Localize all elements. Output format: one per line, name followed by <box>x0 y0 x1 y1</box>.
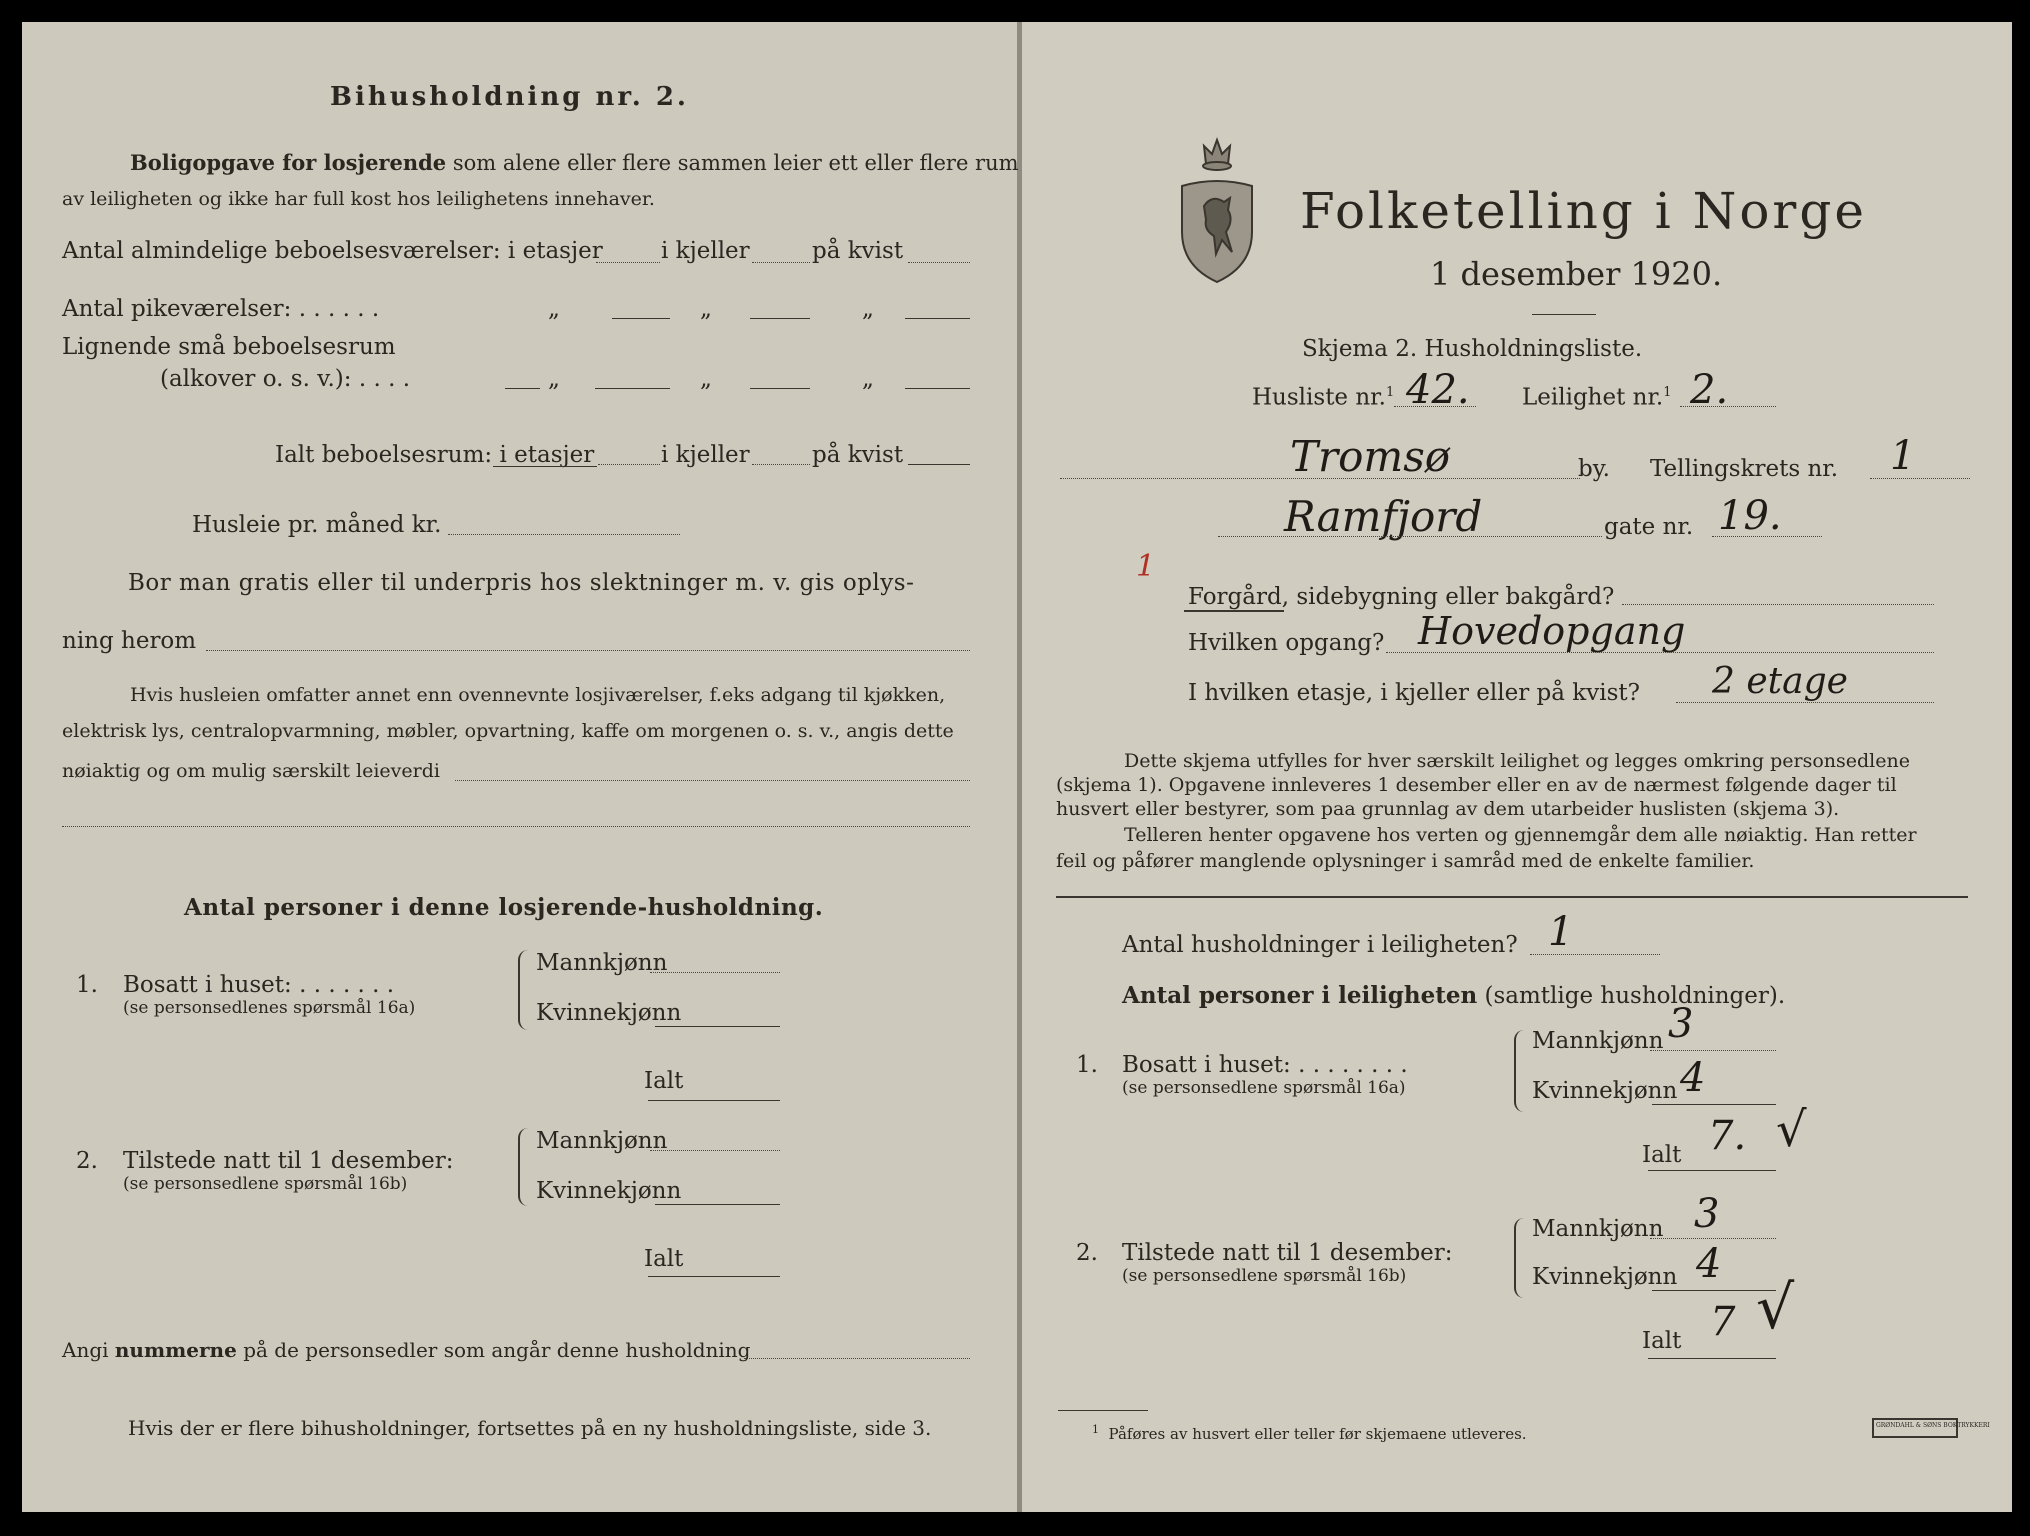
small-rooms-label-2: (alkover o. s. v.): . . . . <box>160 366 411 392</box>
opgang-label: Hvilken opgang? <box>1188 630 1385 656</box>
rooms-kjeller-label: i kjeller <box>661 238 750 264</box>
small-rooms-label-1: Lignende små beboelsesrum <box>62 334 396 360</box>
right-q1-mann-value: 3 <box>1668 1001 1694 1047</box>
gate-value: 19. <box>1718 493 1782 539</box>
right-q1-mann-field[interactable] <box>1650 1050 1776 1051</box>
angi-pre: Angi <box>62 1338 109 1362</box>
right-q1-ialt-label: Ialt <box>1642 1142 1682 1168</box>
gratis-line-2: ning herom <box>62 628 197 654</box>
husliste-label <box>1252 386 1394 410</box>
left-q1-kvinne-field[interactable] <box>655 1026 780 1027</box>
pike-field-2[interactable] <box>750 318 810 319</box>
etasje-field[interactable] <box>1676 702 1934 703</box>
gratis-field[interactable] <box>206 650 970 651</box>
krets-value: 1 <box>1890 433 1916 479</box>
pike-field-3[interactable] <box>905 318 970 319</box>
bihusholdning-title: Bihusholdning nr. 2. <box>330 82 689 112</box>
angi-line <box>62 1340 750 1360</box>
left-q1-brace <box>518 950 528 1030</box>
left-footer: Hvis der er flere bihusholdninger, fortsettes på en ny husholdningsliste, side 3. <box>128 1416 932 1440</box>
opgang-value: Hovedopgang <box>1418 609 1686 653</box>
gratis-line-1: Bor man gratis eller til underpris hos slektninger m. v. gis oplys- <box>128 570 915 596</box>
krets-field[interactable] <box>1870 478 1970 479</box>
left-q1-mann-label: Mannkjønn <box>536 950 668 976</box>
left-q2-brace <box>518 1128 528 1206</box>
right-q2-check: √ <box>1756 1273 1795 1343</box>
small-field-3[interactable] <box>905 388 970 389</box>
intro-line-2: av leiligheten og ikke har full kost hos leilighetens innehaver. <box>62 188 655 210</box>
ialt-etasjer-field[interactable] <box>598 464 660 465</box>
city-value: Tromsø <box>1290 432 1451 481</box>
footnote <box>1092 1424 1527 1442</box>
right-q2-ialt-field[interactable] <box>1648 1358 1776 1359</box>
norway-coat-of-arms-icon <box>1176 136 1258 284</box>
husliste-field[interactable] <box>1394 406 1476 407</box>
schema-label: Skjema 2. Husholdningsliste. <box>1302 336 1643 362</box>
small-ditto-2: „ <box>700 366 712 392</box>
city-field[interactable] <box>1060 478 1580 479</box>
angi-bold: nummerne <box>114 1338 237 1362</box>
left-q2-sub: (se personsedlene spørsmål 16b) <box>123 1174 408 1194</box>
hvis-line-3: nøiaktig og om mulig særskilt leieverdi <box>62 760 440 782</box>
hush-field[interactable] <box>1530 954 1660 955</box>
pike-ditto-2: „ <box>700 296 712 322</box>
right-q1-num: 1. <box>1076 1052 1098 1078</box>
small-ditto-3: „ <box>862 366 874 392</box>
left-q1-kvinne-label: Kvinnekjønn <box>536 1000 682 1026</box>
hvis-field-2[interactable] <box>62 826 970 827</box>
red-pencil-mark: 1 <box>1136 549 1156 584</box>
street-value: Ramfjord <box>1284 492 1483 541</box>
etasje-value: 2 etage <box>1712 661 1848 702</box>
info-line-2: (skjema 1). Opgavene innleveres 1 desember eller en av de nærmest følgende dager til <box>1056 774 1897 796</box>
right-q2-sub: (se personsedlene spørsmål 16b) <box>1122 1266 1407 1286</box>
left-q2-kvinne-label: Kvinnekjønn <box>536 1178 682 1204</box>
hush-label: Antal husholdninger i leiligheten? <box>1122 932 1518 958</box>
left-q2-kvinne-field[interactable] <box>655 1204 780 1205</box>
small-field-2[interactable] <box>750 388 810 389</box>
right-q2-kvinne-label: Kvinnekjønn <box>1532 1264 1678 1290</box>
info-line-5: feil og påfører manglende oplysninger i samråd med de enkelte familier. <box>1056 850 1755 872</box>
husliste-value: 42. <box>1406 367 1470 413</box>
leilighet-label <box>1522 386 1672 410</box>
etasje-label: I hvilken etasje, i kjeller eller på kvist? <box>1188 680 1640 706</box>
left-q1-label: Bosatt i huset: . . . . . . . <box>123 972 395 998</box>
ialt-kjeller-label: i kjeller <box>661 442 750 468</box>
ialt-rooms-label: Ialt beboelsesrum: i etasjer <box>275 442 595 468</box>
right-q1-check: √ <box>1776 1102 1807 1158</box>
right-q1-kvinne-value: 4 <box>1680 1055 1706 1101</box>
left-q2-mann-field[interactable] <box>650 1150 780 1151</box>
right-q2-brace <box>1514 1218 1524 1298</box>
right-q2-mann-field[interactable] <box>1650 1238 1776 1239</box>
printer-stamp <box>1872 1418 1990 1438</box>
hvis-line-1: Hvis husleien omfatter annet enn ovennevnte losjiværelser, f.eks adgang til kjøkken, <box>130 684 946 706</box>
left-q1-ialt-field[interactable] <box>648 1100 780 1101</box>
pike-field-1[interactable] <box>612 318 670 319</box>
left-persons-heading: Antal personer i denne losjerende-husholdning. <box>184 894 824 921</box>
left-q1-ialt-label: Ialt <box>644 1068 684 1094</box>
hvis-line-2: elektrisk lys, centralopvarmning, møbler, opvartning, kaffe om morgenen o. s. v., angis dette <box>62 720 954 742</box>
info-line-3: husvert eller bestyrer, som paa grunnlag av dem utarbeider huslisten (skjema 3). <box>1056 798 1840 820</box>
right-q1-kvinne-label: Kvinnekjønn <box>1532 1078 1678 1104</box>
right-q1-sub: (se personsedlene spørsmål 16a) <box>1122 1078 1406 1098</box>
hvis-field[interactable] <box>455 780 970 781</box>
ialt-rooms-underline <box>493 466 597 467</box>
info-line-4: Telleren henter opgavene hos verten og gjennemgår dem alle nøiaktig. Han retter <box>1124 824 1917 846</box>
rooms-kjeller-field[interactable] <box>752 262 810 263</box>
forgard-label: Forgård, sidebygning eller bakgård? <box>1188 584 1615 610</box>
ialt-kvist-field[interactable] <box>908 464 970 465</box>
left-q2-num: 2. <box>76 1148 98 1174</box>
footnote-rule <box>1058 1410 1148 1411</box>
intro-line-1 <box>130 152 1019 174</box>
rooms-etasjer-field[interactable] <box>596 262 660 263</box>
hush-value: 1 <box>1548 909 1574 955</box>
right-persons-bold: Antal personer i leiligheten <box>1122 982 1478 1009</box>
rooms-label: Antal almindelige beboelsesværelser: i etasjer <box>62 238 603 264</box>
rooms-kvist-field[interactable] <box>908 262 970 263</box>
footnote-sup: 1 <box>1092 1423 1099 1436</box>
right-q2-ialt-label: Ialt <box>1642 1328 1682 1354</box>
right-q2-num: 2. <box>1076 1240 1098 1266</box>
forgard-underline <box>1184 610 1284 612</box>
left-q2-mann-label: Mannkjønn <box>536 1128 668 1154</box>
husliste-text: Husliste nr. <box>1252 384 1386 411</box>
intro-rest: som alene eller flere sammen leier ett eller flere rum <box>452 151 1019 175</box>
leilighet-sup: 1 <box>1663 385 1672 400</box>
pike-ditto-1: „ <box>548 296 560 322</box>
krets-label: Tellingskrets nr. <box>1650 456 1839 482</box>
ialt-kvist-label: på kvist <box>812 442 904 468</box>
pike-label: Antal pikeværelser: . . . . . . <box>62 296 380 322</box>
census-title: Folketelling i Norge <box>1300 182 1867 240</box>
census-date: 1 desember 1920. <box>1430 255 1723 293</box>
opgang-field[interactable] <box>1386 652 1934 653</box>
forgard-field[interactable] <box>1622 604 1934 605</box>
left-q2-ialt-field[interactable] <box>648 1276 780 1277</box>
right-q2-mann-value: 3 <box>1694 1191 1720 1237</box>
footnote-text: Påføres av husvert eller teller før skjemaene utleveres. <box>1108 1425 1527 1443</box>
gate-label: gate nr. <box>1604 514 1694 540</box>
title-rule <box>1532 314 1596 315</box>
small-ditto-1: „ <box>548 366 560 392</box>
leilighet-text: Leilighet nr. <box>1522 384 1664 411</box>
pike-ditto-3: „ <box>862 296 874 322</box>
right-q1-brace <box>1514 1030 1524 1112</box>
husliste-sup: 1 <box>1385 385 1395 400</box>
right-q1-kvinne-field[interactable] <box>1652 1104 1776 1105</box>
husleie-field[interactable] <box>448 534 680 535</box>
small-field-1[interactable] <box>595 388 670 389</box>
rooms-kvist-label: på kvist <box>812 238 904 264</box>
right-q2-mann-label: Mannkjønn <box>1532 1216 1664 1242</box>
info-line-1: Dette skjema utfylles for hver særskilt leilighet og legges omkring personsedlene <box>1124 750 1910 772</box>
angi-field[interactable] <box>744 1358 970 1359</box>
right-q2-ialt-value: 7 <box>1710 1299 1736 1345</box>
leilighet-value: 2. <box>1690 367 1729 413</box>
printer-stamp-text: GRØNDAHL & SØNS BOKTRYKKERI <box>1876 1422 1990 1429</box>
right-q2-kvinne-value: 4 <box>1696 1241 1722 1287</box>
right-persons-rest: (samtlige husholdninger). <box>1484 983 1786 1009</box>
right-q2-label: Tilstede natt til 1 desember: <box>1122 1240 1453 1266</box>
left-q1-sub: (se personsedlenes spørsmål 16a) <box>123 998 416 1018</box>
husleie-label: Husleie pr. måned kr. <box>192 512 442 538</box>
right-q1-ialt-value: 7. <box>1708 1113 1747 1159</box>
left-q2-ialt-label: Ialt <box>644 1246 684 1272</box>
left-q1-mann-field[interactable] <box>650 972 780 973</box>
right-q1-mann-label: Mannkjønn <box>1532 1028 1664 1054</box>
ialt-kjeller-field[interactable] <box>752 464 810 465</box>
small-field-0[interactable] <box>505 388 540 389</box>
left-q1-num: 1. <box>76 972 98 998</box>
street-field[interactable] <box>1218 536 1602 537</box>
by-label: by. <box>1578 456 1610 482</box>
right-q1-label: Bosatt i huset: . . . . . . . . <box>1122 1052 1408 1078</box>
info-rule <box>1056 896 1968 898</box>
left-q2-label: Tilstede natt til 1 desember: <box>123 1148 454 1174</box>
leilighet-field[interactable] <box>1680 406 1776 407</box>
angi-rest: på de personsedler som angår denne husholdning <box>243 1338 751 1362</box>
right-q1-ialt-field[interactable] <box>1648 1170 1776 1171</box>
intro-bold: Boligopgave for losjerende <box>130 150 447 175</box>
gate-field[interactable] <box>1712 536 1822 537</box>
